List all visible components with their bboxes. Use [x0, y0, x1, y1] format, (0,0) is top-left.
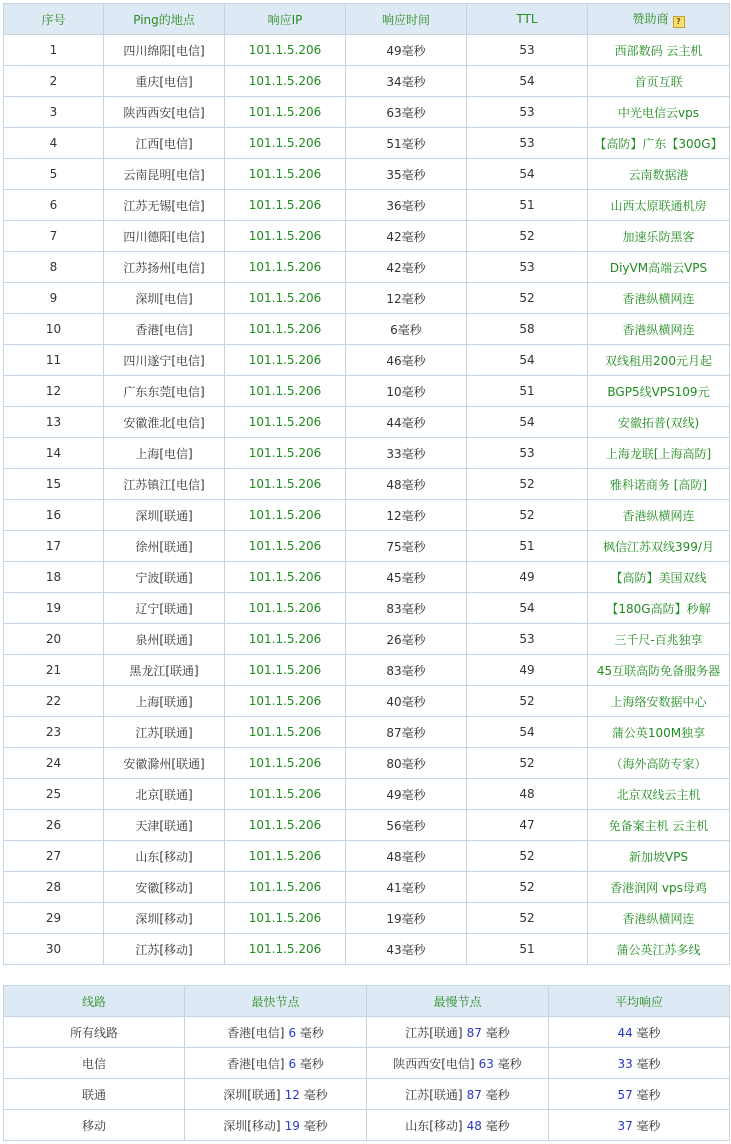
row-ip: 101.1.5.206 [225, 35, 346, 66]
summary-slowest [367, 1110, 549, 1141]
row-index: 10 [4, 314, 104, 345]
table-row [4, 593, 730, 624]
row-index: 7 [4, 221, 104, 252]
sponsor-link[interactable]: 雅科诺商务 [高防] [588, 469, 730, 500]
summary-line: 联通 [4, 1079, 185, 1110]
row-index: 9 [4, 283, 104, 314]
sponsor-link[interactable]: 香港纵横网连 [588, 283, 730, 314]
row-location: 上海[电信] [104, 438, 225, 469]
row-location: 重庆[电信] [104, 66, 225, 97]
unit-label: 毫秒 [485, 1118, 510, 1133]
fastest-node: 香港[电信] [227, 1025, 285, 1040]
row-location: 江苏扬州[电信] [104, 252, 225, 283]
table-row [4, 810, 730, 841]
sponsor-link[interactable]: 【高防】美国双线 [588, 562, 730, 593]
row-ttl: 51 [467, 376, 588, 407]
average-ms: 44 [617, 1025, 633, 1040]
unit-label: 毫秒 [299, 1056, 324, 1071]
table-row [4, 438, 730, 469]
sponsor-link[interactable]: 山西太原联通机房 [588, 190, 730, 221]
sponsor-link[interactable]: 香港纵横网连 [588, 500, 730, 531]
slowest-ms: 87 [466, 1025, 482, 1040]
row-ttl: 52 [467, 841, 588, 872]
fastest-ms: 6 [288, 1025, 297, 1040]
average-ms: 37 [617, 1118, 633, 1133]
row-ttl: 52 [467, 686, 588, 717]
row-ip: 101.1.5.206 [225, 872, 346, 903]
row-ip: 101.1.5.206 [225, 128, 346, 159]
unit-label: 毫秒 [497, 1056, 522, 1071]
row-ttl: 47 [467, 810, 588, 841]
row-ip: 101.1.5.206 [225, 810, 346, 841]
summary-line: 移动 [4, 1110, 185, 1141]
table-row [4, 314, 730, 345]
ping-results-table [3, 3, 730, 965]
row-ip: 101.1.5.206 [225, 314, 346, 345]
row-time: 45毫秒 [346, 562, 467, 593]
slowest-ms: 63 [478, 1056, 494, 1071]
row-ttl: 49 [467, 562, 588, 593]
row-location: 泉州[联通] [104, 624, 225, 655]
row-ttl: 53 [467, 35, 588, 66]
summary-average [549, 1110, 730, 1141]
row-ttl: 53 [467, 438, 588, 469]
row-index: 18 [4, 562, 104, 593]
sponsor-link[interactable]: DiyVM高端云VPS [588, 252, 730, 283]
row-time: 33毫秒 [346, 438, 467, 469]
row-ip: 101.1.5.206 [225, 841, 346, 872]
row-index: 8 [4, 252, 104, 283]
table-row [4, 252, 730, 283]
sponsor-link[interactable]: 安徽拓普(双线) [588, 407, 730, 438]
row-time: 34毫秒 [346, 66, 467, 97]
row-location: 安徽滁州[联通] [104, 748, 225, 779]
row-time: 75毫秒 [346, 531, 467, 562]
row-location: 徐州[联通] [104, 531, 225, 562]
row-ip: 101.1.5.206 [225, 376, 346, 407]
row-index: 21 [4, 655, 104, 686]
row-ttl: 52 [467, 500, 588, 531]
row-ip: 101.1.5.206 [225, 655, 346, 686]
unit-label: 毫秒 [636, 1025, 661, 1040]
row-ip: 101.1.5.206 [225, 97, 346, 128]
row-location: 宁波[联通] [104, 562, 225, 593]
row-ip: 101.1.5.206 [225, 469, 346, 500]
sponsor-link[interactable]: 北京双线云主机 [588, 779, 730, 810]
row-time: 49毫秒 [346, 35, 467, 66]
header-location: Ping的地点 [104, 4, 225, 35]
row-time: 80毫秒 [346, 748, 467, 779]
row-ip: 101.1.5.206 [225, 438, 346, 469]
row-index: 30 [4, 934, 104, 965]
row-time: 43毫秒 [346, 934, 467, 965]
row-location: 黑龙江[联通] [104, 655, 225, 686]
row-index: 5 [4, 159, 104, 190]
row-location: 深圳[联通] [104, 500, 225, 531]
summary-fastest [185, 1079, 367, 1110]
unit-label: 毫秒 [299, 1025, 324, 1040]
row-ttl: 51 [467, 190, 588, 221]
table-row [4, 97, 730, 128]
table-row [4, 128, 730, 159]
slowest-ms: 48 [466, 1118, 482, 1133]
row-location: 江苏[联通] [104, 717, 225, 748]
slowest-node: 山东[移动] [405, 1118, 463, 1133]
row-ttl: 48 [467, 779, 588, 810]
row-index: 16 [4, 500, 104, 531]
sponsor-link[interactable]: 蒲公英江苏多线 [588, 934, 730, 965]
row-location: 深圳[移动] [104, 903, 225, 934]
summary-table [3, 985, 730, 1141]
row-location: 安徽[移动] [104, 872, 225, 903]
unit-label: 毫秒 [303, 1118, 328, 1133]
row-ip: 101.1.5.206 [225, 562, 346, 593]
slowest-node: 陕西西安[电信] [393, 1056, 475, 1071]
row-ip: 101.1.5.206 [225, 345, 346, 376]
row-ip: 101.1.5.206 [225, 500, 346, 531]
average-ms: 33 [617, 1056, 633, 1071]
unit-label: 毫秒 [485, 1025, 510, 1040]
row-location: 江苏无锡[电信] [104, 190, 225, 221]
table-row [4, 159, 730, 190]
row-location: 深圳[电信] [104, 283, 225, 314]
row-index: 2 [4, 66, 104, 97]
row-time: 41毫秒 [346, 872, 467, 903]
row-ip: 101.1.5.206 [225, 934, 346, 965]
summary-fastest [185, 1048, 367, 1079]
row-ttl: 54 [467, 345, 588, 376]
sponsor-link[interactable]: 首页互联 [588, 66, 730, 97]
row-ttl: 54 [467, 407, 588, 438]
row-location: 北京[联通] [104, 779, 225, 810]
sponsor-link[interactable]: 香港纵横网连 [588, 903, 730, 934]
sponsor-link[interactable]: 加速乐防黑客 [588, 221, 730, 252]
row-ttl: 54 [467, 66, 588, 97]
fastest-ms: 6 [288, 1056, 297, 1071]
help-icon[interactable]: ? [673, 16, 685, 28]
table-row [4, 624, 730, 655]
row-location: 江苏镇江[电信] [104, 469, 225, 500]
row-location: 四川德阳[电信] [104, 221, 225, 252]
row-location: 广东东莞[电信] [104, 376, 225, 407]
table-row [4, 686, 730, 717]
sponsor-link[interactable]: 香港润网 vps母鸡 [588, 872, 730, 903]
row-index: 3 [4, 97, 104, 128]
row-ip: 101.1.5.206 [225, 66, 346, 97]
row-ip: 101.1.5.206 [225, 903, 346, 934]
sponsor-link[interactable]: 蒲公英100M独享 [588, 717, 730, 748]
row-index: 20 [4, 624, 104, 655]
row-location: 辽宁[联通] [104, 593, 225, 624]
header-average: 平均响应 [549, 986, 730, 1017]
row-ip: 101.1.5.206 [225, 717, 346, 748]
sponsor-link[interactable]: 枫信江苏双线399/月 [588, 531, 730, 562]
table-row [4, 500, 730, 531]
row-time: 35毫秒 [346, 159, 467, 190]
table-row [4, 1110, 730, 1141]
row-ttl: 53 [467, 252, 588, 283]
row-ttl: 53 [467, 97, 588, 128]
slowest-ms: 87 [466, 1087, 482, 1102]
row-ip: 101.1.5.206 [225, 252, 346, 283]
row-ttl: 49 [467, 655, 588, 686]
summary-slowest [367, 1048, 549, 1079]
fastest-ms: 19 [284, 1118, 300, 1133]
row-index: 12 [4, 376, 104, 407]
row-index: 13 [4, 407, 104, 438]
row-time: 83毫秒 [346, 593, 467, 624]
row-ttl: 52 [467, 903, 588, 934]
table-row [4, 469, 730, 500]
row-time: 49毫秒 [346, 779, 467, 810]
summary-average [549, 1079, 730, 1110]
table-row [4, 717, 730, 748]
unit-label: 毫秒 [636, 1056, 661, 1071]
fastest-node: 香港[电信] [227, 1056, 285, 1071]
table-row [4, 1048, 730, 1079]
table-row [4, 283, 730, 314]
unit-label: 毫秒 [636, 1118, 661, 1133]
table-row [4, 655, 730, 686]
row-time: 19毫秒 [346, 903, 467, 934]
row-index: 28 [4, 872, 104, 903]
row-index: 6 [4, 190, 104, 221]
row-time: 42毫秒 [346, 221, 467, 252]
row-time: 6毫秒 [346, 314, 467, 345]
summary-line: 电信 [4, 1048, 185, 1079]
row-time: 51毫秒 [346, 128, 467, 159]
row-ttl: 52 [467, 221, 588, 252]
row-time: 42毫秒 [346, 252, 467, 283]
row-location: 香港[电信] [104, 314, 225, 345]
sponsor-link[interactable]: 三千尺-百兆独享 [588, 624, 730, 655]
row-ip: 101.1.5.206 [225, 221, 346, 252]
average-ms: 57 [617, 1087, 633, 1102]
sponsor-link[interactable]: 上海龙联[上海高防] [588, 438, 730, 469]
row-index: 22 [4, 686, 104, 717]
row-ttl: 53 [467, 128, 588, 159]
sponsor-link[interactable]: 双线租用200元月起 [588, 345, 730, 376]
table-row [4, 872, 730, 903]
row-location: 陕西西安[电信] [104, 97, 225, 128]
slowest-node: 江苏[联通] [405, 1025, 463, 1040]
header-line: 线路 [4, 986, 185, 1017]
sponsor-link[interactable]: 新加坡VPS [588, 841, 730, 872]
row-ip: 101.1.5.206 [225, 593, 346, 624]
sponsor-link[interactable]: 西部数码 云主机 [588, 35, 730, 66]
table-row [4, 903, 730, 934]
sponsor-link[interactable]: 【高防】广东【300G】 [588, 128, 730, 159]
table-row [4, 66, 730, 97]
header-time: 响应时间 [346, 4, 467, 35]
unit-label: 毫秒 [636, 1087, 661, 1102]
row-location: 江苏[移动] [104, 934, 225, 965]
row-time: 56毫秒 [346, 810, 467, 841]
row-ip: 101.1.5.206 [225, 686, 346, 717]
header-slowest: 最慢节点 [367, 986, 549, 1017]
table-row [4, 748, 730, 779]
ping-table-header-row [4, 4, 730, 35]
table-row [4, 345, 730, 376]
row-ip: 101.1.5.206 [225, 283, 346, 314]
row-ttl: 52 [467, 748, 588, 779]
sponsor-link[interactable]: 【180G高防】秒解 [588, 593, 730, 624]
row-ttl: 54 [467, 717, 588, 748]
table-row [4, 407, 730, 438]
row-index: 14 [4, 438, 104, 469]
ping-table-body [4, 35, 730, 965]
table-row [4, 562, 730, 593]
row-time: 48毫秒 [346, 469, 467, 500]
sponsor-link[interactable]: 上海络安数据中心 [588, 686, 730, 717]
summary-average [549, 1048, 730, 1079]
row-time: 46毫秒 [346, 345, 467, 376]
table-row [4, 934, 730, 965]
row-index: 25 [4, 779, 104, 810]
row-index: 27 [4, 841, 104, 872]
row-ip: 101.1.5.206 [225, 407, 346, 438]
row-time: 12毫秒 [346, 500, 467, 531]
row-ttl: 58 [467, 314, 588, 345]
row-ttl: 53 [467, 624, 588, 655]
sponsor-link[interactable]: （海外高防专家） [588, 748, 730, 779]
header-ttl: TTL [467, 4, 588, 35]
row-ttl: 52 [467, 872, 588, 903]
row-ip: 101.1.5.206 [225, 779, 346, 810]
row-time: 44毫秒 [346, 407, 467, 438]
header-sponsor [588, 4, 730, 35]
unit-label: 毫秒 [303, 1087, 328, 1102]
row-ttl: 51 [467, 934, 588, 965]
row-index: 26 [4, 810, 104, 841]
row-index: 17 [4, 531, 104, 562]
row-index: 15 [4, 469, 104, 500]
summary-table-body [4, 1017, 730, 1141]
row-time: 36毫秒 [346, 190, 467, 221]
row-time: 63毫秒 [346, 97, 467, 128]
row-index: 1 [4, 35, 104, 66]
table-row [4, 1017, 730, 1048]
fastest-node: 深圳[联通] [223, 1087, 281, 1102]
row-ip: 101.1.5.206 [225, 190, 346, 221]
summary-slowest [367, 1079, 549, 1110]
header-fastest: 最快节点 [185, 986, 367, 1017]
row-ip: 101.1.5.206 [225, 159, 346, 190]
table-row [4, 779, 730, 810]
table-row [4, 221, 730, 252]
row-index: 19 [4, 593, 104, 624]
row-time: 83毫秒 [346, 655, 467, 686]
row-time: 12毫秒 [346, 283, 467, 314]
row-location: 江西[电信] [104, 128, 225, 159]
summary-line: 所有线路 [4, 1017, 185, 1048]
row-ttl: 52 [467, 283, 588, 314]
table-row [4, 531, 730, 562]
table-row [4, 1079, 730, 1110]
table-row [4, 376, 730, 407]
summary-fastest [185, 1110, 367, 1141]
row-ttl: 51 [467, 531, 588, 562]
header-sponsor-label: 赞助商 [632, 12, 669, 26]
row-ip: 101.1.5.206 [225, 624, 346, 655]
slowest-node: 江苏[联通] [405, 1087, 463, 1102]
sponsor-link[interactable]: 香港纵横网连 [588, 314, 730, 345]
sponsor-link[interactable]: BGP5线VPS109元 [588, 376, 730, 407]
table-row [4, 190, 730, 221]
fastest-node: 深圳[移动] [223, 1118, 281, 1133]
row-index: 11 [4, 345, 104, 376]
table-row [4, 841, 730, 872]
row-time: 10毫秒 [346, 376, 467, 407]
summary-table-header-row [4, 986, 730, 1017]
table-row [4, 35, 730, 66]
row-ttl: 54 [467, 593, 588, 624]
row-location: 山东[移动] [104, 841, 225, 872]
row-time: 48毫秒 [346, 841, 467, 872]
summary-average [549, 1017, 730, 1048]
row-time: 87毫秒 [346, 717, 467, 748]
row-time: 40毫秒 [346, 686, 467, 717]
row-location: 四川遂宁[电信] [104, 345, 225, 376]
row-ip: 101.1.5.206 [225, 748, 346, 779]
row-index: 24 [4, 748, 104, 779]
row-ip: 101.1.5.206 [225, 531, 346, 562]
summary-fastest [185, 1017, 367, 1048]
header-index: 序号 [4, 4, 104, 35]
row-location: 天津[联通] [104, 810, 225, 841]
sponsor-link[interactable]: 云南数据港 [588, 159, 730, 190]
sponsor-link[interactable]: 45互联高防免备服务器 [588, 655, 730, 686]
unit-label: 毫秒 [485, 1087, 510, 1102]
summary-slowest [367, 1017, 549, 1048]
row-index: 4 [4, 128, 104, 159]
sponsor-link[interactable]: 中光电信云vps [588, 97, 730, 128]
fastest-ms: 12 [284, 1087, 300, 1102]
row-time: 26毫秒 [346, 624, 467, 655]
row-location: 云南昆明[电信] [104, 159, 225, 190]
row-ttl: 54 [467, 159, 588, 190]
row-location: 安徽淮北[电信] [104, 407, 225, 438]
row-index: 29 [4, 903, 104, 934]
row-location: 四川绵阳[电信] [104, 35, 225, 66]
sponsor-link[interactable]: 免备案主机 云主机 [588, 810, 730, 841]
row-ttl: 52 [467, 469, 588, 500]
row-index: 23 [4, 717, 104, 748]
header-ip: 响应IP [225, 4, 346, 35]
row-location: 上海[联通] [104, 686, 225, 717]
